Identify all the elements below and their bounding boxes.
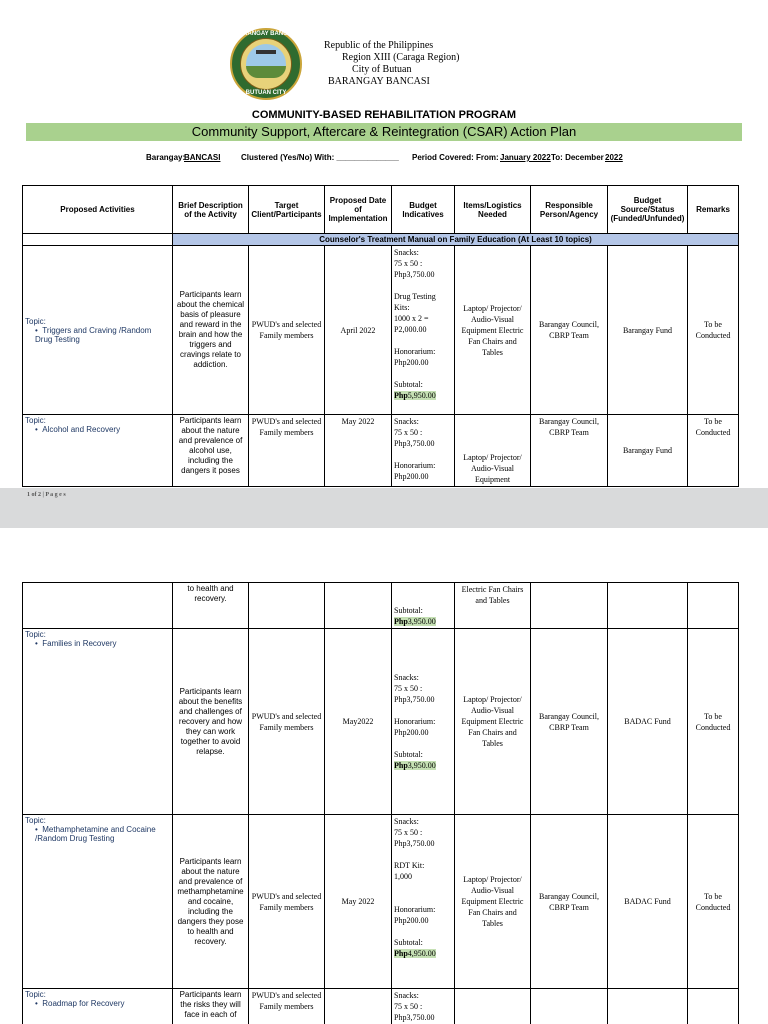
budget-line: Php200.00 <box>394 358 429 367</box>
budget-cell <box>392 415 455 487</box>
responsible-cell: Barangay Council, CBRP Team <box>531 415 608 487</box>
budget-line: Subtotal: <box>394 938 423 947</box>
remarks-cell: To be Conducted <box>688 415 739 487</box>
budget-line: Kits: <box>394 303 410 312</box>
col-header: Responsible Person/Agency <box>531 186 608 234</box>
target-cell: PWUD's and selected Family members <box>249 246 325 415</box>
budget-cell <box>392 815 455 989</box>
source-cell: Barangay Fund <box>608 415 688 487</box>
activity-cell <box>23 246 173 415</box>
budget-line: Honorarium: <box>394 717 436 726</box>
budget-line: Honorarium: <box>394 905 436 914</box>
col-header: Proposed Activities <box>23 186 173 234</box>
period-to-label: To: December <box>551 153 604 162</box>
budget-line: Snacks: <box>394 673 419 682</box>
budget-line <box>394 280 452 291</box>
budget-line: Snacks: <box>394 817 419 826</box>
budget-line: Subtotal: <box>394 380 423 389</box>
topic-title: • Triggers and Craving /Random Drug Testing <box>35 325 152 344</box>
activity-cell <box>23 815 173 989</box>
table-row <box>23 415 739 487</box>
budget-line: Snacks: <box>394 991 419 1000</box>
page-footer: 1 of 2 | P a g e s <box>27 492 66 498</box>
subtotal-value: Php3,950.00 <box>394 761 436 770</box>
date-cell: May2022 <box>325 629 392 815</box>
source-cell: BADAC Fund <box>608 629 688 815</box>
topic-title: • Roadmap for Recovery <box>35 999 125 1008</box>
description-cell: Participants learn the risks they will face in each of <box>173 989 249 1024</box>
budget-lines <box>394 247 452 390</box>
budget-line: 1000 x 2 = <box>394 314 429 323</box>
budget-line: RDT Kit: <box>394 861 425 870</box>
col-header: Proposed Date of Implementation <box>325 186 392 234</box>
target-cell: PWUD's and selected Family members <box>249 815 325 989</box>
budget-cell <box>392 989 455 1024</box>
budget-line: Subtotal: <box>394 750 423 759</box>
subtotal-label: Subtotal: <box>394 606 423 615</box>
topic-label: Topic: <box>25 630 46 639</box>
description-cell: Participants learn about the nature and prevalence of methamphetamine and cocaine, including the dangers they pose to health and recovery. <box>173 815 249 989</box>
budget-line: Honorarium: <box>394 461 436 470</box>
budget-line: Php200.00 <box>394 472 429 481</box>
budget-line: Honorarium: <box>394 347 436 356</box>
budget-line: Snacks: <box>394 248 419 257</box>
table-row <box>23 246 739 415</box>
target-cell: PWUD's and selected Family members <box>249 989 325 1024</box>
subtotal-value: Php3,950.00 <box>394 617 436 626</box>
budget-line <box>394 368 452 379</box>
budget-lines <box>394 672 452 760</box>
responsible-cell: Barangay Council, CBRP Team <box>531 246 608 415</box>
seal-text-top: BARANGAY BANCASI <box>234 31 298 37</box>
col-header: Budget Source/Status (Funded/Unfunded) <box>608 186 688 234</box>
budget-line: Php200.00 <box>394 728 429 737</box>
items-cell: Laptop/ Projector/ Audio-Visual Equipment <box>455 415 531 487</box>
barangay-value: BANCASI <box>184 153 221 162</box>
budget-line <box>394 705 452 716</box>
table-row <box>23 989 739 1024</box>
table-row <box>23 629 739 815</box>
target-cell: PWUD's and selected Family members <box>249 415 325 487</box>
budget-line <box>394 926 452 937</box>
program-title: COMMUNITY-BASED REHABILITATION PROGRAM <box>251 109 517 121</box>
budget-line <box>394 738 452 749</box>
budget-line <box>394 893 452 904</box>
budget-line: Php3,750.00 <box>394 1013 435 1022</box>
document-page-1 <box>0 0 768 488</box>
source-cell: Barangay Fund <box>608 246 688 415</box>
action-plan-table-page-2 <box>22 582 739 1024</box>
subtotal-value: Php5,950.00 <box>394 391 436 400</box>
budget-line: 75 x 50 : <box>394 1002 423 1011</box>
budget-line: Snacks: <box>394 417 419 426</box>
section-band: Counselor's Treatment Manual on Family Education (At Least 10 topics) <box>173 234 739 246</box>
items-cell: Laptop/ Projector/ Audio-Visual Equipment Electric Fan Chairs and Tables <box>455 246 531 415</box>
budget-cell <box>392 629 455 815</box>
date-cell: May 2022 <box>325 815 392 989</box>
topic-label: Topic: <box>25 416 46 425</box>
budget-line: P2,000.00 <box>394 325 427 334</box>
col-header: Target Client/Participants <box>249 186 325 234</box>
target-cell: PWUD's and selected Family members <box>249 629 325 815</box>
budget-line: Php3,750.00 <box>394 695 435 704</box>
subtotal-value: Php4,950.00 <box>394 949 436 958</box>
description-cell: to health and recovery. <box>173 583 249 629</box>
budget-line: Php3,750.00 <box>394 270 435 279</box>
clustered-label: Clustered (Yes/No) With: ______________ <box>241 153 399 162</box>
col-header: Items/Logistics Needed <box>455 186 531 234</box>
budget-lines <box>394 816 452 948</box>
seal-text-bottom: BUTUAN CITY <box>245 90 287 96</box>
items-cell: Laptop/ Projector/ Audio-Visual Equipment Electric Fan Chairs and Tables <box>455 815 531 989</box>
topic-title: • Methamphetamine and Cocaine /Random Drug Testing <box>35 825 156 843</box>
date-cell: May 2022 <box>325 415 392 487</box>
table-header-row <box>23 186 739 234</box>
barangay-label: Barangay: <box>146 153 186 162</box>
budget-line <box>394 449 452 460</box>
description-cell: Participants learn about the benefits and challenges of recovery and how they can work together to avoid relapse. <box>173 629 249 815</box>
budget-line: Php200.00 <box>394 916 429 925</box>
description-cell: Participants learn about the chemical basis of pleasure and reward in the brain and how the triggers and cravings relate to addiction. <box>173 246 249 415</box>
budget-lines <box>394 416 452 482</box>
period-to: 2022 <box>605 153 623 162</box>
budget-line: 1,000 <box>394 872 412 881</box>
budget-line: 75 x 50 : <box>394 428 423 437</box>
action-plan-table-page-1 <box>22 185 739 487</box>
col-header: Budget Indicatives <box>392 186 455 234</box>
budget-line: 75 x 50 : <box>394 684 423 693</box>
budget-line: Php3,750.00 <box>394 439 435 448</box>
document-page-2 <box>0 528 768 1024</box>
header-city: City of Butuan <box>352 64 412 75</box>
topic-title: • Families in Recovery <box>35 639 117 648</box>
activity-cell <box>23 989 173 1024</box>
topic-label: Topic: <box>25 990 46 999</box>
topic-title: • Alcohol and Recovery <box>35 425 121 434</box>
table-row-continued <box>23 583 739 629</box>
table-row <box>23 815 739 989</box>
period-label: Period Covered: From: <box>412 153 499 162</box>
items-cell: Laptop/ Projector/ Audio-Visual Equipment Electric Fan Chairs and Tables <box>455 629 531 815</box>
remarks-cell: To be Conducted <box>688 815 739 989</box>
responsible-cell: Barangay Council, CBRP Team <box>531 629 608 815</box>
items-cell: Electric Fan Chairs and Tables <box>455 583 531 629</box>
budget-line <box>394 849 452 860</box>
budget-line <box>394 882 452 893</box>
header-republic: Republic of the Philippines <box>324 40 434 51</box>
activity-cell <box>23 629 173 815</box>
activity-cell <box>23 415 173 487</box>
budget-lines <box>394 990 452 1023</box>
header-region: Region XIII (Caraga Region) <box>342 52 460 63</box>
date-cell: April 2022 <box>325 246 392 415</box>
budget-cell <box>392 583 455 629</box>
topic-label: Topic: <box>25 316 46 326</box>
remarks-cell: To be Conducted <box>688 629 739 815</box>
description-cell: Participants learn about the nature and prevalence of alcohol use, including the dangers it poses <box>173 415 249 487</box>
responsible-cell: Barangay Council, CBRP Team <box>531 815 608 989</box>
col-header: Brief Description of the Activity <box>173 186 249 234</box>
barangay-seal-logo <box>230 28 302 100</box>
header-barangay: BARANGAY BANCASI <box>328 76 430 87</box>
topic-label: Topic: <box>25 816 46 825</box>
section-band-row <box>23 234 739 246</box>
remarks-cell: To be Conducted <box>688 246 739 415</box>
plan-title: Community Support, Aftercare & Reintegration (CSAR) Action Plan <box>26 123 742 141</box>
budget-line <box>394 335 452 346</box>
budget-line: Php3,750.00 <box>394 839 435 848</box>
budget-cell <box>392 246 455 415</box>
budget-line: Drug Testing <box>394 292 436 301</box>
source-cell: BADAC Fund <box>608 815 688 989</box>
col-header: Remarks <box>688 186 739 234</box>
period-from: January 2022 <box>500 153 551 162</box>
budget-line: 75 x 50 : <box>394 259 423 268</box>
budget-line: 75 x 50 : <box>394 828 423 837</box>
